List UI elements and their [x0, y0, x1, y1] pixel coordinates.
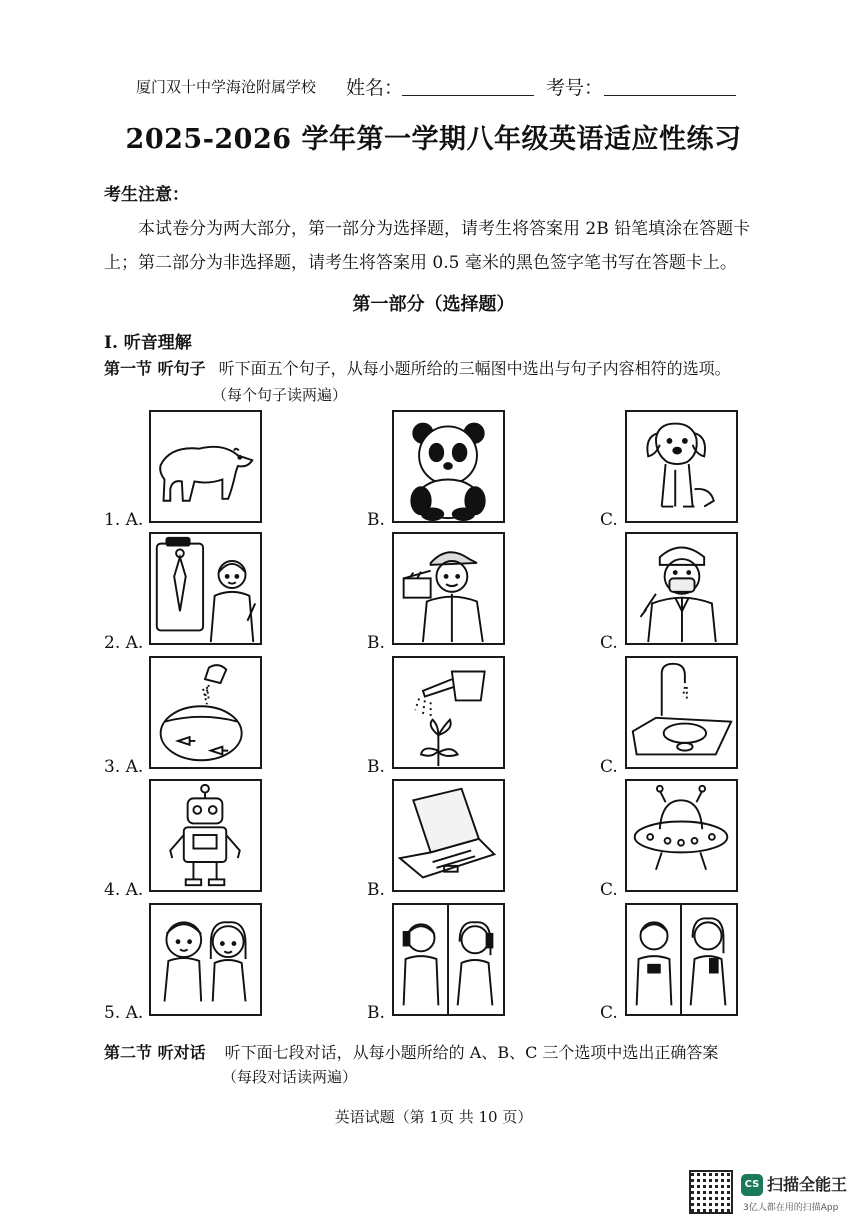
question-2-option-c-label: C. [600, 633, 618, 653]
qr-code-icon [689, 1170, 733, 1214]
watering-flower-icon[interactable] [392, 656, 505, 769]
question-4-label: 4. A. [104, 880, 144, 900]
subsection-one-heading [104, 356, 731, 379]
film-director-icon[interactable] [392, 532, 505, 645]
question-5-option-b-label: B. [367, 1003, 385, 1023]
watermark-app-name: 扫描全能王 [767, 1175, 848, 1194]
children-phone-call-icon[interactable] [392, 903, 505, 1016]
subsection-one-label: 第一节 听句子 [104, 359, 206, 378]
watermark-tagline: 3亿人都在用的扫描App [743, 1203, 839, 1213]
question-3-option-b-label: B. [367, 757, 385, 777]
question-2-option-b-label: B. [367, 633, 385, 653]
section-heading: I. 听音理解 [104, 333, 192, 353]
exam-title: 2025-2026 学年第一学期八年级英语适应性练习 [125, 124, 742, 155]
part-one-heading: 第一部分（选择题） [352, 294, 515, 315]
question-1-label: 1. A. [104, 510, 144, 530]
subsection-one-note: （每个句子读两遍） [212, 386, 348, 404]
panda-icon[interactable] [392, 410, 505, 523]
children-texting-icon[interactable] [625, 903, 738, 1016]
question-4-option-b-label: B. [367, 880, 385, 900]
notice-heading: 考生注意： [104, 185, 189, 205]
doctor-icon[interactable] [625, 532, 738, 645]
question-4-option-c-label: C. [600, 880, 618, 900]
feeding-fish-icon[interactable] [149, 656, 262, 769]
notice-body: 本试卷分为两大部分，第一部分为选择题，请考生将答案用 2B 铅笔填涂在答题卡上；第二部分为非选择题，请考生将答案用 0.5 毫米的黑色签字笔书写在答题卡上。 [104, 219, 751, 273]
question-1-option-b-label: B. [367, 510, 385, 530]
question-2-label: 2. A. [104, 633, 144, 653]
scanner-watermark [689, 1170, 849, 1218]
question-3-label: 3. A. [104, 757, 144, 777]
subsection-two-heading [104, 1040, 718, 1063]
name-blank[interactable] [402, 95, 534, 96]
question-5-option-c-label: C. [600, 1003, 618, 1023]
camscanner-logo-icon: CS [741, 1174, 763, 1196]
subsection-two-label: 第二节 听对话 [104, 1043, 206, 1062]
subsection-two-note: （每段对话读两遍） [222, 1068, 358, 1086]
subsection-two-instruction: 听下面七段对话，从每小题所给的 A、B、C 三个选项中选出正确答案 [224, 1043, 719, 1062]
exam-number-blank[interactable] [604, 95, 736, 96]
question-1-option-c-label: C. [600, 510, 618, 530]
dog-icon[interactable] [625, 410, 738, 523]
children-talking-icon[interactable] [149, 903, 262, 1016]
polar-bear-icon[interactable] [149, 410, 262, 523]
question-3-option-c-label: C. [600, 757, 618, 777]
washing-dishes-icon[interactable] [625, 656, 738, 769]
fashion-designer-icon[interactable] [149, 532, 262, 645]
laptop-icon[interactable] [392, 779, 505, 892]
page-footer: 英语试题（第 1页 共 10 页） [334, 1108, 533, 1126]
name-label: 姓名： [346, 77, 404, 99]
school-name: 厦门双十中学海沧附属学校 [136, 78, 317, 96]
ufo-icon[interactable] [625, 779, 738, 892]
exam-number-label: 考号： [546, 77, 604, 99]
question-5-label: 5. A. [104, 1003, 144, 1023]
robot-icon[interactable] [149, 779, 262, 892]
subsection-one-instruction: 听下面五个句子，从每小题所给的三幅图中选出与句子内容相符的选项。 [218, 359, 731, 378]
